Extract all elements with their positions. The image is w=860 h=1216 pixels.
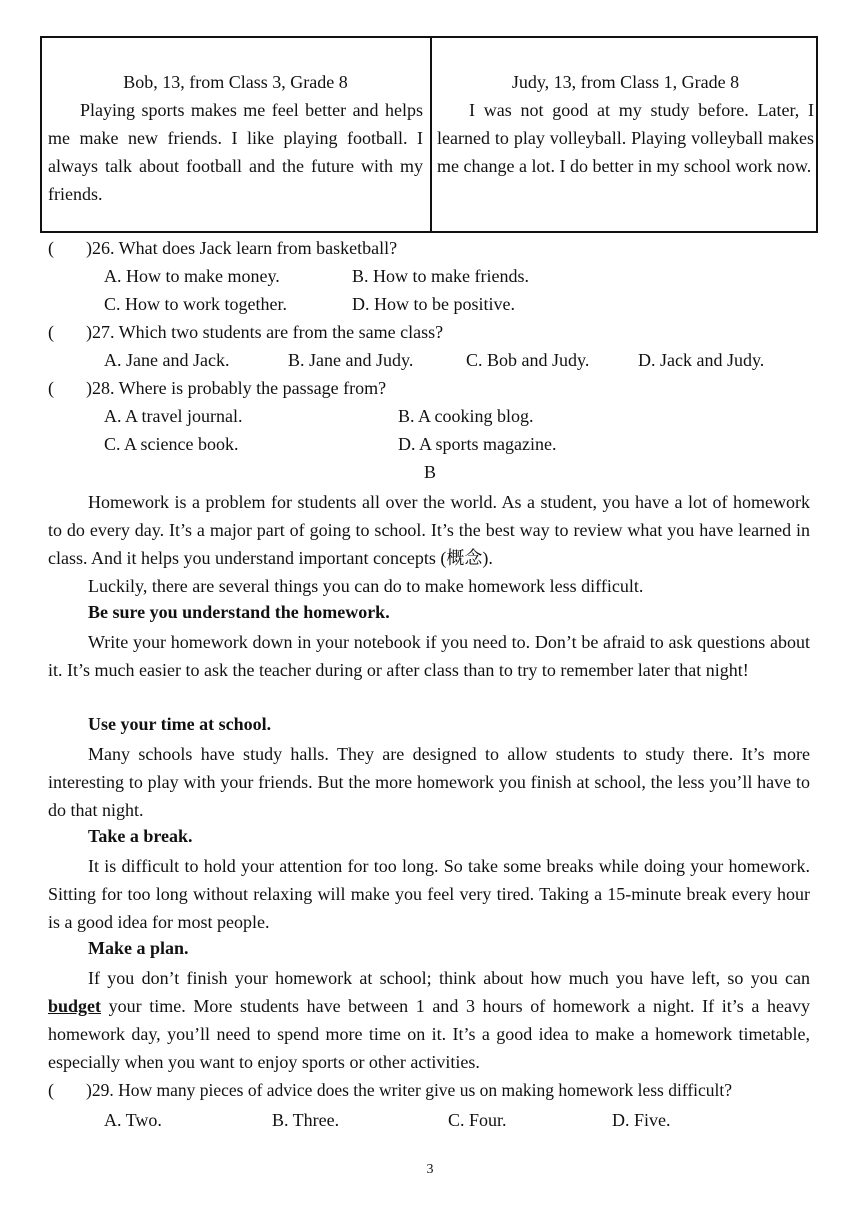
q28-option-c: C. A science book. [104,434,239,454]
bob-header: Bob, 13, from Class 3, Grade 8 [123,72,348,92]
q26-option-b: B. How to make friends. [352,266,529,286]
q27-option-a: A. Jane and Jack. [104,350,230,370]
heading-time-at-school: Use your time at school. [88,714,272,734]
q26-option-c: C. How to work together. [104,294,287,314]
q26-paren: ( [48,238,54,258]
word-budget: budget [48,996,102,1016]
heading-make-plan: Make a plan. [88,938,189,958]
q26-option-a: A. How to make money. [104,266,280,286]
q26-option-d: D. How to be positive. [352,294,515,314]
page-number: 3 [426,1162,434,1177]
table-cell-judy [437,68,814,180]
passage-intro: Homework is a problem for students all over the world. As a student, you have a lot of homework to do every day. It’s a major part of going to school. It’s the best way to review what you have learned in class. And it helps you understand important concepts (概念). [48,492,810,568]
q28-option-b: B. A cooking blog. [398,406,534,426]
q28-option-d: D. A sports magazine. [398,434,557,454]
paragraph-take-break: It is difficult to hold your attention for too long. So take some breaks while doing your homework. Sitting for too long without relaxing will make you feel very tired. Taking a 15-minute break every hour is a good idea for most people. [48,856,810,932]
q29-text: )29. How many pieces of advice does the writer give us on making homework less difficult? [86,1080,733,1100]
paragraph-time-at-school: Many schools have study halls. They are designed to allow students to study there. It’s more interesting to play with your friends. But the more homework you finish at school, the less you’ll have to do that night. [48,744,810,820]
q27-paren: ( [48,322,54,342]
student-table [40,36,818,233]
q28-option-a: A. A travel journal. [104,406,243,426]
q27-option-d: D. Jack and Judy. [638,350,765,370]
bob-text: Playing sports makes me feel better and helps me make new friends. I like playing football. I always talk about football and the future with my friends. [48,100,423,204]
q29-option-b: B. Three. [272,1110,340,1130]
paragraph-make-plan [48,964,810,1076]
heading-understand: Be sure you understand the homework. [88,602,390,622]
q29-paren: ( [48,1080,54,1100]
section-b-label: B [423,462,436,482]
table-cell-bob [48,68,423,208]
q27-option-c: C. Bob and Judy. [466,350,590,370]
table-divider [430,38,432,231]
judy-header: Judy, 13, from Class 1, Grade 8 [511,72,740,92]
q26-text: )26. What does Jack learn from basketball? [86,238,398,258]
q29-option-c: C. Four. [448,1110,507,1130]
passage-intro-2: Luckily, there are several things you can do to make homework less difficult. [88,576,644,596]
q27-text: )27. Which two students are from the same class? [86,322,444,342]
q29-option-a: A. Two. [104,1110,162,1130]
plan-text-end: your time. More students have between 1 and 3 hours of homework a night. If it’s a heavy homework day, you’ll need to spend more time on it. It’s a good idea to make a homework timetable, especially when you want to enjoy sports or other activities. [48,996,810,1072]
paragraph-understand: Write your homework down in your notebook if you need to. Don’t be afraid to ask questions about it. It’s much easier to ask the teacher during or after class than to try to remember later that night! [48,632,810,680]
heading-take-break: Take a break. [88,826,193,846]
q27-option-b: B. Jane and Judy. [288,350,414,370]
q29-option-d: D. Five. [612,1110,671,1130]
judy-text: I was not good at my study before. Later, I learned to play volleyball. Playing volleyball makes me change a lot. I do better in my school work now. [437,100,814,176]
q28-paren: ( [48,378,54,398]
plan-text-start: If you don’t finish your homework at school; think about how much you have left, so you can [88,968,810,988]
q28-text: )28. Where is probably the passage from? [86,378,387,398]
